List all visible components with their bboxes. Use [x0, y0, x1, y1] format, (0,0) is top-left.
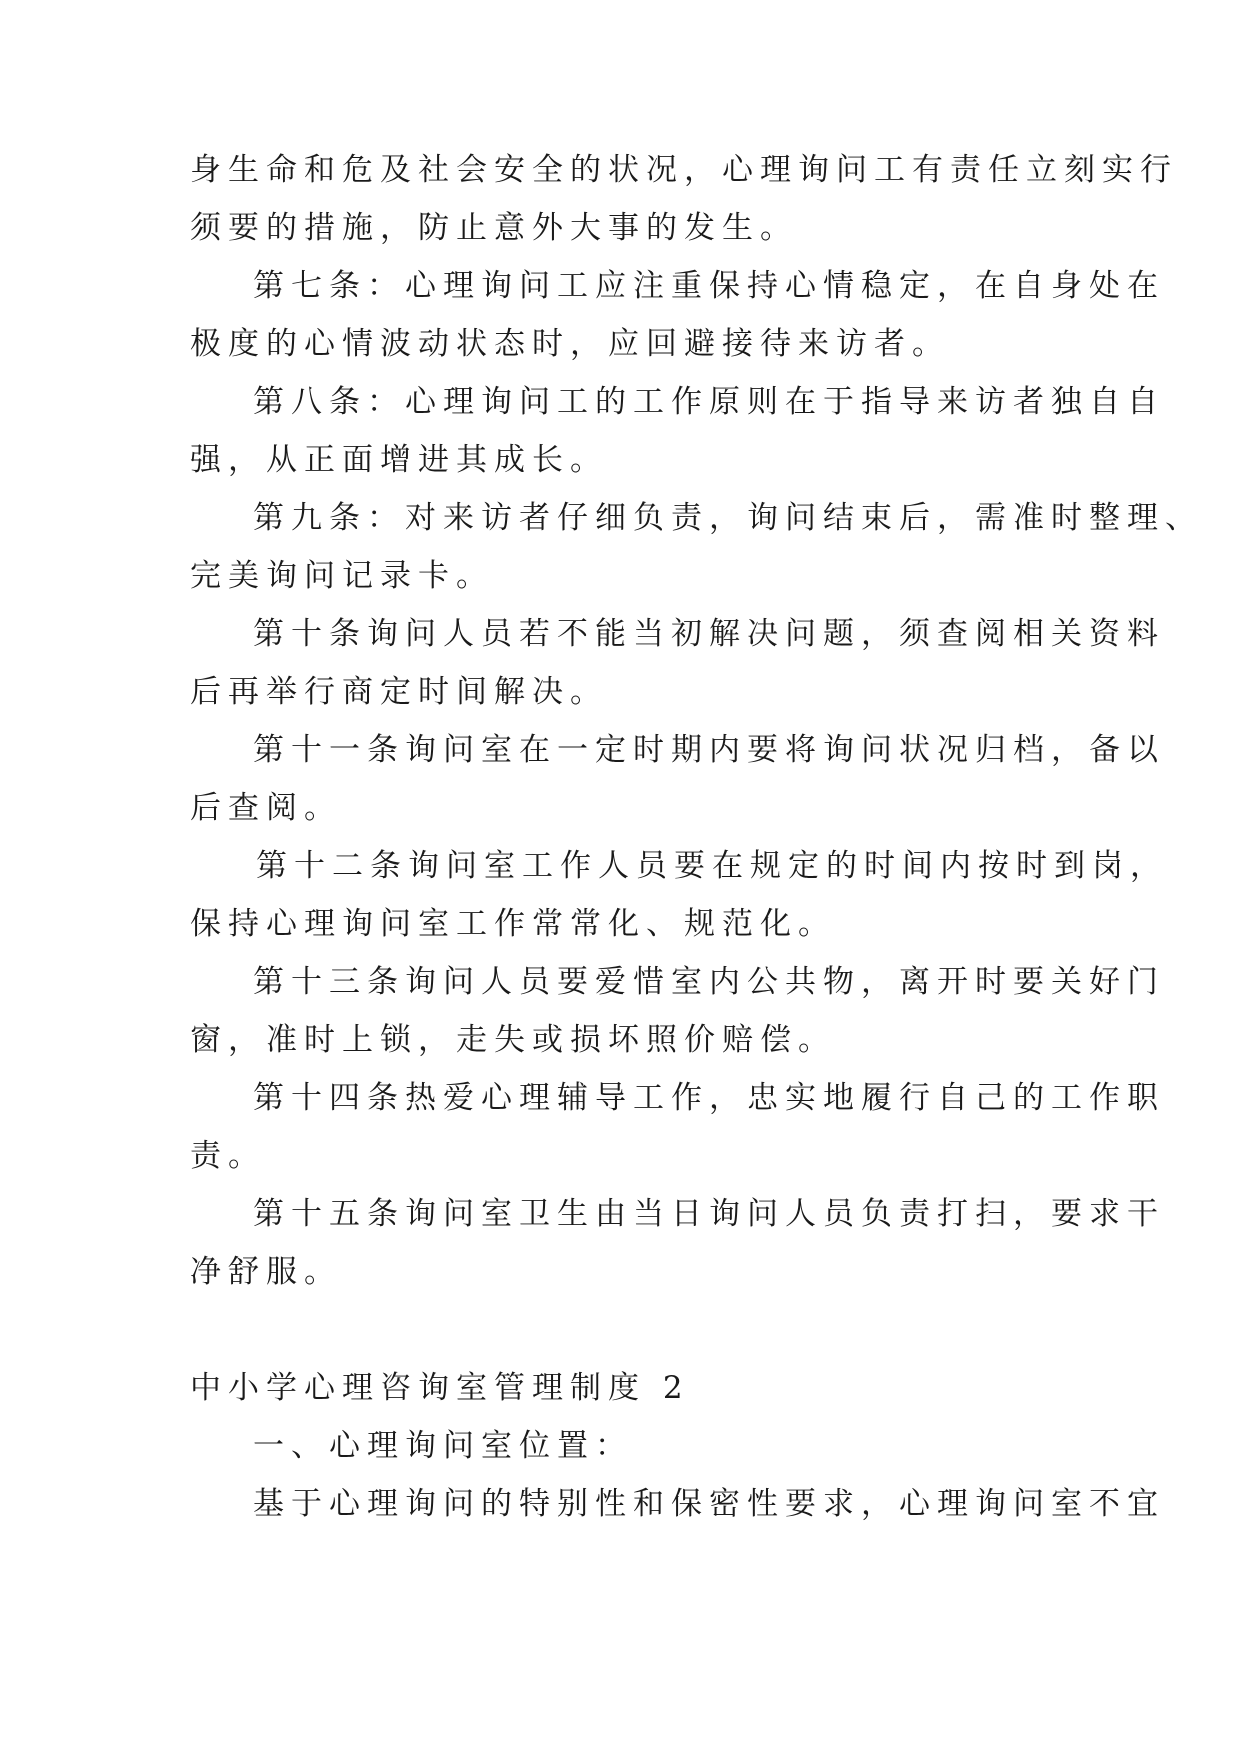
paragraph-line: 保持心理询问室工作常常化、规范化。	[190, 906, 836, 942]
paragraph-line: 须要的措施，防止意外大事的发生。	[190, 210, 798, 246]
article-10-line: 第十条询问人员若不能当初解决问题，须查阅相关资料	[253, 616, 1165, 652]
paragraph-line: 责。	[190, 1138, 266, 1174]
subsection-heading: 一、心理询问室位置：	[253, 1428, 633, 1464]
article-7-line: 第七条：心理询问工应注重保持心情稳定，在自身处在	[253, 268, 1165, 304]
article-8-line: 第八条：心理询问工的工作原则在于指导来访者独自自	[253, 384, 1165, 420]
article-15-line: 第十五条询问室卫生由当日询问人员负责打扫，要求干	[253, 1196, 1165, 1232]
section-heading: 中小学心理咨询室管理制度 2	[190, 1370, 690, 1406]
paragraph-line: 净舒服。	[190, 1254, 342, 1290]
paragraph-line: 后再举行商定时间解决。	[190, 674, 608, 710]
paragraph-line: 窗，准时上锁，走失或损坏照价赔偿。	[190, 1022, 836, 1058]
paragraph-line: 极度的心情波动状态时，应回避接待来访者。	[190, 326, 950, 362]
paragraph-line: 强，从正面增进其成长。	[190, 442, 608, 478]
article-9-line: 第九条：对来访者仔细负责，询问结束后，需准时整理、	[253, 500, 1203, 536]
article-14-line: 第十四条热爱心理辅导工作，忠实地履行自己的工作职	[253, 1080, 1165, 1116]
paragraph-line: 基于心理询问的特别性和保密性要求，心理询问室不宜	[253, 1486, 1165, 1522]
paragraph-line: 身生命和危及社会安全的状况，心理询问工有责任立刻实行	[190, 152, 1178, 188]
article-11-line: 第十一条询问室在一定时期内要将询问状况归档，备以	[253, 732, 1165, 768]
article-12-line: 第十二条询问室工作人员要在规定的时间内按时到岗，	[256, 848, 1168, 884]
paragraph-line: 后查阅。	[190, 790, 342, 826]
article-13-line: 第十三条询问人员要爱惜室内公共物，离开时要关好门	[253, 964, 1165, 1000]
paragraph-line: 完美询问记录卡。	[190, 558, 494, 594]
